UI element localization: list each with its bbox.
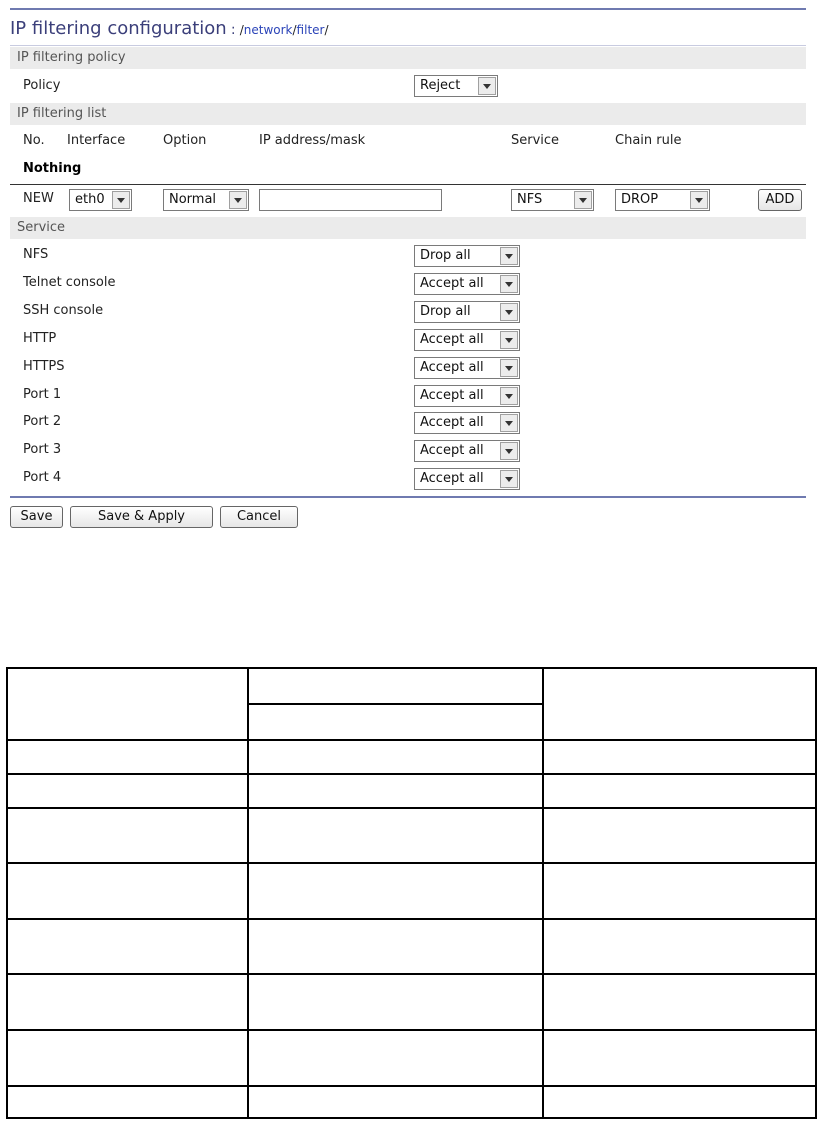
new-interface-value: eth0 [75,192,105,207]
breadcrumb-filter[interactable]: filter [296,23,325,37]
column-header-service: Service [511,133,560,148]
service-select-value: Accept all [420,388,484,403]
service-name-telnet: Telnet console [23,275,116,290]
table-row-divider [6,773,817,775]
service-select-value: Accept all [420,276,484,291]
section-ip-filtering-policy: IP filtering policy [10,47,806,69]
policy-label: Policy [23,78,61,93]
chevron-down-icon [500,442,518,460]
service-select-port-1[interactable] [414,385,520,407]
service-select-port-4[interactable] [414,468,520,490]
service-select-ssh[interactable] [414,301,520,323]
chevron-down-icon [500,303,518,321]
service-name-nfs: NFS [23,247,49,262]
column-header-no: No. [23,133,45,148]
chevron-down-icon [500,470,518,488]
service-select-nfs[interactable] [414,245,520,267]
bottom-rule [10,496,806,498]
column-header-interface: Interface [67,133,126,148]
table-row-divider [6,807,817,809]
service-name-http: HTTP [23,331,57,346]
table-row-divider [6,862,817,864]
chevron-down-icon [500,414,518,432]
table-col-divider [542,667,544,1119]
breadcrumb-network[interactable]: network [243,23,293,37]
service-select-value: Accept all [420,443,484,458]
chevron-down-icon [500,387,518,405]
chevron-down-icon [500,359,518,377]
add-button[interactable]: ADD [758,189,802,211]
service-name-port-1: Port 1 [23,387,62,402]
service-select-http[interactable] [414,329,520,351]
page-title-text: IP filtering configuration [10,18,227,39]
table-row-divider [6,1029,817,1031]
breadcrumb-trailing-slash: / [324,23,329,37]
table-border-right [815,667,817,1119]
service-name-port-2: Port 2 [23,414,62,429]
column-header-ip-address-mask: IP address/mask [259,133,366,148]
table-row-divider [6,973,817,975]
service-name-ssh: SSH console [23,303,104,318]
service-select-port-3[interactable] [414,440,520,462]
table-border-top [6,667,817,669]
service-select-port-2[interactable] [414,412,520,434]
service-name-port-4: Port 4 [23,470,62,485]
new-option-select[interactable] [163,189,249,211]
new-option-value: Normal [169,192,217,207]
new-chain-rule-select[interactable] [615,189,710,211]
list-separator [10,184,806,185]
service-select-value: Accept all [420,332,484,347]
service-select-value: Drop all [420,248,471,263]
service-select-value: Accept all [420,471,484,486]
service-select-value: Accept all [420,415,484,430]
new-service-value: NFS [517,192,543,207]
service-select-telnet[interactable] [414,273,520,295]
table-border-left [6,667,8,1119]
service-select-value: Drop all [420,304,471,319]
new-chain-rule-value: DROP [621,192,659,207]
chevron-down-icon [229,191,247,209]
chevron-down-icon [500,331,518,349]
table-col-divider [247,667,249,1119]
chevron-down-icon [500,275,518,293]
save-button[interactable]: Save [10,506,63,528]
breadcrumb-slash: / [292,23,297,37]
chevron-down-icon [690,191,708,209]
chevron-down-icon [574,191,592,209]
empty-list-text: Nothing [23,161,82,176]
chevron-down-icon [112,191,130,209]
new-row-label: NEW [23,191,54,206]
service-select-https[interactable] [414,357,520,379]
policy-select-value: Reject [420,78,461,93]
title-colon: : [230,22,236,38]
page-title [10,14,329,44]
service-name-https: HTTPS [23,359,65,374]
table-row-divider [6,918,817,920]
table-row-divider [6,739,817,741]
column-header-chain-rule: Chain rule [615,133,682,148]
title-separator [10,45,806,46]
breadcrumb-slash: / [239,23,244,37]
table-header-split [247,703,544,705]
new-interface-select[interactable] [69,189,132,211]
table-border-bottom [6,1117,817,1119]
chevron-down-icon [478,77,496,95]
policy-select[interactable] [414,75,498,97]
cancel-button[interactable]: Cancel [220,506,298,528]
service-select-value: Accept all [420,360,484,375]
chevron-down-icon [500,247,518,265]
service-name-port-3: Port 3 [23,442,62,457]
section-ip-filtering-list: IP filtering list [10,103,806,125]
column-header-option: Option [163,133,207,148]
section-service: Service [10,217,806,239]
title-rule [10,8,806,10]
new-service-select[interactable] [511,189,594,211]
save-apply-button[interactable]: Save & Apply [70,506,213,528]
table-row-divider [6,1085,817,1087]
new-ip-address-input[interactable] [259,189,442,211]
